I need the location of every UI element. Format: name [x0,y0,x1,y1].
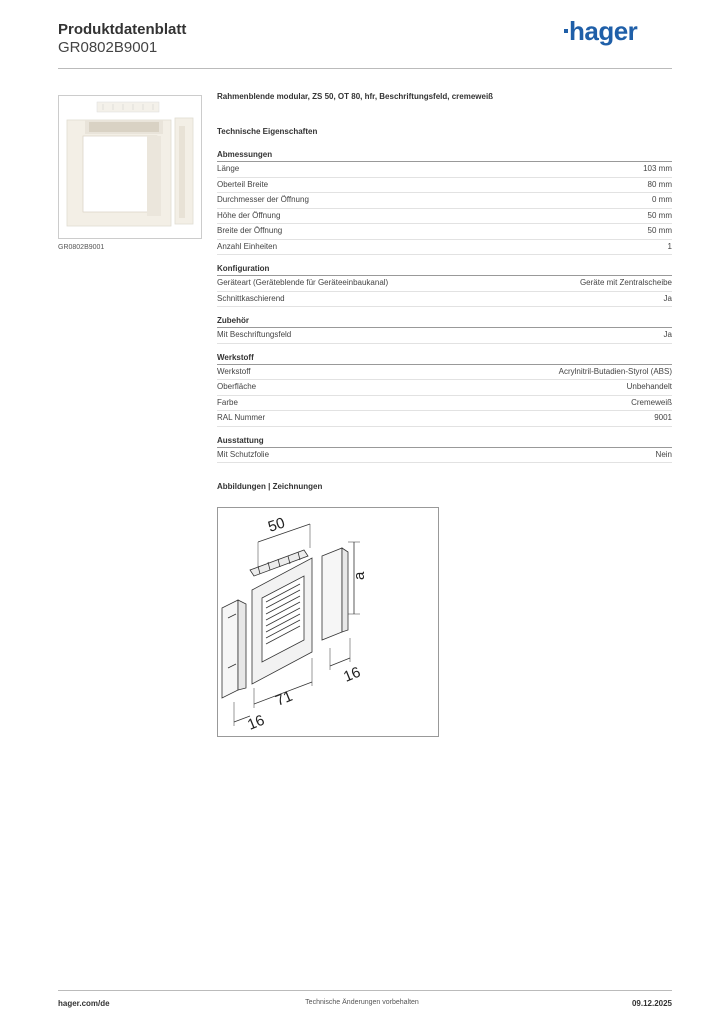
dimension-label-right: 16 [341,663,363,686]
property-label: Durchmesser der Öffnung [217,195,309,204]
property-label: Schnittkaschierend [217,293,285,303]
property-value: 1 [667,241,672,251]
group-title: Abmessungen [217,149,672,162]
property-row [217,224,672,240]
group-title: Werkstoff [217,352,672,365]
brand-logo [564,16,637,47]
product-title: Rahmenblende modular, ZS 50, OT 80, hfr, Beschriftungsfeld, cremeweiß [217,92,494,101]
property-group [217,435,672,464]
property-label: Werkstoff [217,366,251,376]
property-row [217,178,672,194]
property-row [217,411,672,427]
property-value: Cremeweiß [631,397,672,407]
logo-text: hager [569,16,638,46]
property-label: Mit Schutzfolie [217,449,270,459]
header-divider [58,68,672,69]
property-row [217,193,672,209]
property-row [217,328,672,344]
property-group [217,352,672,427]
property-group [217,149,672,255]
footer-date: 09.12.2025 [631,999,672,1008]
property-value: Ja [663,330,672,339]
property-value: Acrylnitril-Butadien-Styrol (ABS) [558,366,672,376]
property-value: 50 mm [647,226,672,235]
footer-website-link[interactable]: hager.com/de [58,999,110,1008]
property-value: 80 mm [647,179,672,189]
footer-divider [58,990,672,991]
property-value: Geräte mit Zentralscheibe [579,278,672,287]
dimension-label-height: a [351,571,368,580]
property-value: 0 mm [652,195,672,204]
property-group [217,263,672,307]
property-label: Breite der Öffnung [217,226,283,235]
property-row [217,448,672,464]
property-label: Oberfläche [217,382,257,391]
property-label: Geräteart (Geräteblende für Geräteeinbaukanal) [217,278,389,287]
property-value: Ja [663,293,672,303]
dimension-label-top: 50 [265,514,288,536]
page-title: Produktdatenblatt [58,21,187,38]
property-label: Farbe [217,397,238,407]
thumbnail-caption: GR0802B9001 [58,244,105,251]
property-value: 50 mm [647,210,672,220]
group-title: Ausstattung [217,435,672,448]
property-label: RAL Nummer [217,413,266,422]
property-value: 103 mm [643,164,672,173]
property-value: Unbehandelt [626,382,672,391]
property-value: Nein [655,449,672,459]
property-groups [217,149,672,463]
property-row [217,365,672,381]
property-row [217,209,672,225]
property-label: Anzahl Einheiten [217,241,278,251]
group-title: Zubehör [217,315,672,328]
properties-heading: Technische Eigenschaften [217,127,318,136]
footer-disclaimer: Technische Änderungen vorbehalten [305,999,419,1006]
property-row [217,276,672,292]
property-row [217,240,672,256]
content-column [217,92,672,494]
dimension-drawing-icon [218,508,438,736]
product-code: GR0802B9001 [58,39,158,56]
property-label: Höhe der Öffnung [217,210,281,220]
property-row [217,162,672,178]
frame-photo-icon [59,96,201,238]
property-label: Mit Beschriftungsfeld [217,330,292,339]
property-row [217,396,672,412]
logo-dot-icon [564,29,568,33]
dimension-label-left: 16 [245,711,267,734]
property-group [217,315,672,344]
property-row [217,292,672,308]
property-row [217,380,672,396]
property-label: Oberteil Breite [217,179,269,189]
property-value: 9001 [654,413,672,422]
drawings-heading: Abbildungen | Zeichnungen [217,482,323,491]
property-label: Länge [217,164,240,173]
dimension-label-width: 71 [273,687,295,710]
technical-drawing [217,507,439,737]
group-title: Konfiguration [217,263,672,276]
product-thumbnail [58,95,202,239]
